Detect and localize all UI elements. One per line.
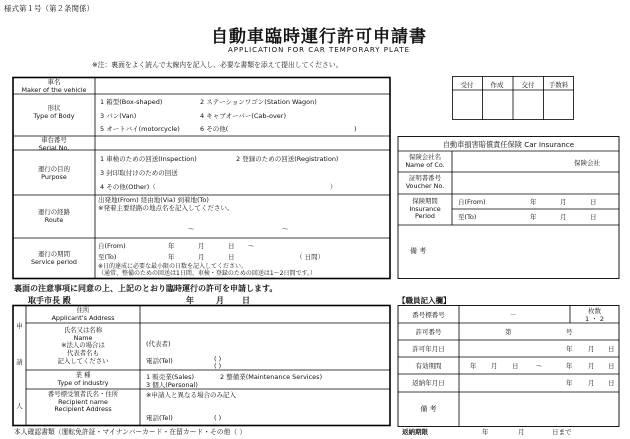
applicant-address-field[interactable] bbox=[141, 307, 389, 322]
purpose-option-other[interactable]: 4 その他(Other)（ bbox=[100, 183, 156, 191]
fee-header-reception: 受付 bbox=[460, 81, 474, 89]
purpose-label: 運行の目的 Purpose bbox=[38, 165, 70, 181]
permit-date-month[interactable]: 月 bbox=[588, 345, 595, 353]
period-days[interactable]: （ 日間） bbox=[296, 253, 325, 261]
body-option-motorcycle[interactable]: 5 オートバイ(motorcycle) bbox=[100, 125, 180, 133]
body-option-other-close: ) bbox=[354, 125, 357, 133]
addressee: 取手市長 殿 bbox=[28, 296, 71, 305]
period-to-month[interactable]: 月 bbox=[198, 253, 205, 261]
representative-label: (代表者) bbox=[146, 340, 171, 348]
purpose-option-registration[interactable]: 2 登録のための回送(Registration) bbox=[236, 155, 339, 163]
identity-documents[interactable]: 本人確認書類（運転免許証・マイナンバーカード・在留カード・その他（ ） bbox=[14, 428, 247, 436]
purpose-option-seal[interactable]: 3 封印取付けのための回送 bbox=[100, 169, 178, 177]
page-subtitle: APPLICATION FOR CAR TEMPORARY PLATE bbox=[227, 46, 410, 54]
serial-field[interactable] bbox=[96, 137, 389, 149]
insurance-company-label: 保険会社名 Name of Co. bbox=[405, 153, 445, 169]
fee-header-issued: 交付 bbox=[521, 81, 535, 89]
fee-header-created: 作成 bbox=[490, 81, 504, 89]
instruction-note: ※注：裏面をよく読んで太線内を記入し、必要な書類を添えて提出してください。 bbox=[92, 61, 343, 69]
form-number: 様式第１号（第２条関係） bbox=[4, 4, 94, 13]
valid-period-label: 有効期間 bbox=[415, 362, 442, 370]
date-month[interactable]: 月 bbox=[216, 296, 224, 305]
recipient-tel-paren[interactable]: ( ) bbox=[214, 414, 222, 422]
route-field[interactable] bbox=[96, 212, 389, 237]
route-hint: 出発地(From) 経由地(Via) 到着地(To) bbox=[98, 196, 209, 204]
recipient-tel-label: 電話(Tel) bbox=[146, 414, 173, 422]
valid-to-month[interactable]: 月 bbox=[588, 362, 595, 370]
page-title: 自動車臨時運行許可申請書 bbox=[211, 27, 427, 47]
period-to-year[interactable]: 年 bbox=[168, 253, 175, 261]
staff-remarks-field[interactable] bbox=[460, 393, 618, 425]
permit-number-dai: 第 bbox=[505, 328, 512, 336]
agreement-text: 裏面の注意事項に同意の上、上記のとおり臨時運行の許可を申請します。 bbox=[14, 284, 278, 293]
serial-label: 車台番号 Serial No. bbox=[38, 136, 70, 152]
valid-from-month[interactable]: 月 bbox=[491, 362, 498, 370]
permit-date-year[interactable]: 年 bbox=[566, 345, 573, 353]
insurance-header: 自動車損害賠償責任保険 Car Insurance bbox=[442, 140, 575, 149]
plate-number-label: 番号標番号 bbox=[412, 311, 445, 319]
maker-field[interactable] bbox=[96, 79, 389, 93]
period-wave: ～ bbox=[248, 242, 255, 250]
applicant-tel-label: 電話(Tel) bbox=[146, 357, 173, 365]
staff-header: 【職員記入欄】 bbox=[398, 296, 451, 305]
maker-label: 車名 Maker of the vehicle bbox=[21, 78, 87, 94]
permit-number-go: 号 bbox=[566, 328, 573, 336]
period-from-year[interactable]: 年 bbox=[168, 242, 175, 250]
body-option-cab-over[interactable]: 4 キャブオーバー(Cab-over) bbox=[200, 112, 286, 120]
return-date-day[interactable]: 日 bbox=[608, 379, 615, 387]
body-option-station-wagon[interactable]: 2 ステーションワゴン(Station Wagon) bbox=[200, 98, 317, 106]
applicant-side-1: 申 bbox=[16, 322, 23, 330]
purpose-option-other-close: ） bbox=[330, 183, 337, 191]
plate-count-label: 枚数 bbox=[588, 307, 601, 315]
ins-from-label: 自(From) bbox=[458, 198, 486, 206]
industry-option-sales[interactable]: 1 販売業(Sales) bbox=[146, 373, 195, 381]
valid-from-year[interactable]: 年 bbox=[470, 362, 477, 370]
recipient-label: 番号標受領者氏名・住所 Recipient name Recipient Address bbox=[47, 390, 119, 414]
date-year[interactable]: 年 bbox=[186, 296, 194, 305]
period-to-label: 至(To) bbox=[98, 253, 117, 261]
period-from-day[interactable]: 日 bbox=[228, 242, 235, 250]
valid-wave: ～ bbox=[536, 362, 543, 370]
ins-to-month[interactable]: 月 bbox=[560, 213, 567, 221]
industry-option-personal[interactable]: 3 個人(Personal) bbox=[146, 381, 198, 389]
deadline-month[interactable]: 月 bbox=[518, 428, 525, 436]
voucher-label: 証明書番号 Voucher No. bbox=[405, 174, 445, 190]
ins-from-day[interactable]: 日 bbox=[590, 198, 597, 206]
period-from-label: 自(From) bbox=[98, 242, 126, 250]
voucher-field[interactable] bbox=[453, 173, 618, 193]
permit-date-day[interactable]: 日 bbox=[608, 345, 615, 353]
plate-count-value[interactable]: 1 ・ 2 bbox=[585, 315, 604, 323]
period-from-month[interactable]: 月 bbox=[198, 242, 205, 250]
permit-date-label: 許可年月日 bbox=[412, 345, 445, 353]
purpose-option-inspection[interactable]: 1 車検のための回送(Inspection) bbox=[100, 155, 197, 163]
period-note-1: ※日的達成に必要な最小限の日数を記入してください。 bbox=[98, 263, 248, 270]
valid-to-year[interactable]: 年 bbox=[566, 362, 573, 370]
applicant-side-2: 請 bbox=[16, 358, 23, 366]
insurance-company-suffix: 保険会社 bbox=[574, 159, 600, 167]
route-note: ※発着主要経路の地点名を記入してください。 bbox=[98, 204, 234, 212]
route-label: 運行の経路 Route bbox=[38, 208, 70, 224]
deadline-year[interactable]: 年 bbox=[482, 428, 489, 436]
body-option-van[interactable]: 3 バン(Van) bbox=[100, 112, 137, 120]
route-tilde-1: ～ bbox=[188, 225, 195, 233]
body-option-box[interactable]: 1 箱型(Box-shaped) bbox=[100, 98, 163, 106]
insurance-remarks-field[interactable] bbox=[453, 226, 618, 277]
return-date-year[interactable]: 年 bbox=[566, 379, 573, 387]
insurance-company-field[interactable] bbox=[453, 152, 571, 171]
applicant-address-label: 住所 Applicant’s Address bbox=[51, 306, 115, 322]
period-note-2: （通常、整備のための回送は1日間、車検・登録のための回送は1～2日間です。） bbox=[98, 270, 316, 277]
ins-period-label: 保険期間 Insurance Period bbox=[409, 197, 441, 221]
ins-from-year[interactable]: 年 bbox=[530, 198, 537, 206]
valid-from-day[interactable]: 日 bbox=[512, 362, 519, 370]
return-date-month[interactable]: 月 bbox=[588, 379, 595, 387]
fee-header-fee: 手数料 bbox=[548, 81, 569, 89]
ins-to-label: 至(To) bbox=[458, 213, 477, 221]
ins-to-day[interactable]: 日 bbox=[590, 213, 597, 221]
staff-remarks-label: 備 考 bbox=[420, 405, 437, 413]
applicant-tel-paren-1[interactable]: ( ) bbox=[214, 355, 222, 363]
applicant-name-label: 氏名又は名称 Name ※法人の場合は 代表者名も 記入してください bbox=[57, 326, 109, 365]
body-type-label: 形状 Type of Body bbox=[33, 104, 75, 120]
plate-number-dash: － bbox=[510, 311, 517, 319]
body-option-other[interactable]: 6 その他( bbox=[200, 125, 229, 133]
insurance-remarks-label: 備 考 bbox=[410, 247, 427, 255]
return-date-label: 返納年月日 bbox=[412, 379, 445, 387]
ins-to-year[interactable]: 年 bbox=[530, 213, 537, 221]
deadline-label: 返納期限 bbox=[402, 428, 428, 436]
recipient-note: ※申請人と異なる場合のみ記入 bbox=[146, 391, 236, 399]
valid-to-day[interactable]: 日 bbox=[608, 362, 615, 370]
ins-from-month[interactable]: 月 bbox=[560, 198, 567, 206]
period-label: 運行の期間 Service period bbox=[30, 250, 77, 266]
industry-option-maintenance[interactable]: 2 整備業(Maintenance Services) bbox=[220, 373, 323, 381]
industry-label: 業 種 Type of industry bbox=[57, 371, 109, 387]
period-to-day[interactable]: 日 bbox=[228, 253, 235, 261]
applicant-side-3: 人 bbox=[16, 402, 23, 410]
applicant-tel-paren-2[interactable]: ( ) bbox=[214, 362, 222, 370]
route-tilde-2: ～ bbox=[282, 225, 289, 233]
date-day[interactable]: 日 bbox=[242, 296, 250, 305]
deadline-made: 日まで bbox=[552, 428, 572, 436]
permit-number-label: 許可番号 bbox=[415, 328, 442, 336]
